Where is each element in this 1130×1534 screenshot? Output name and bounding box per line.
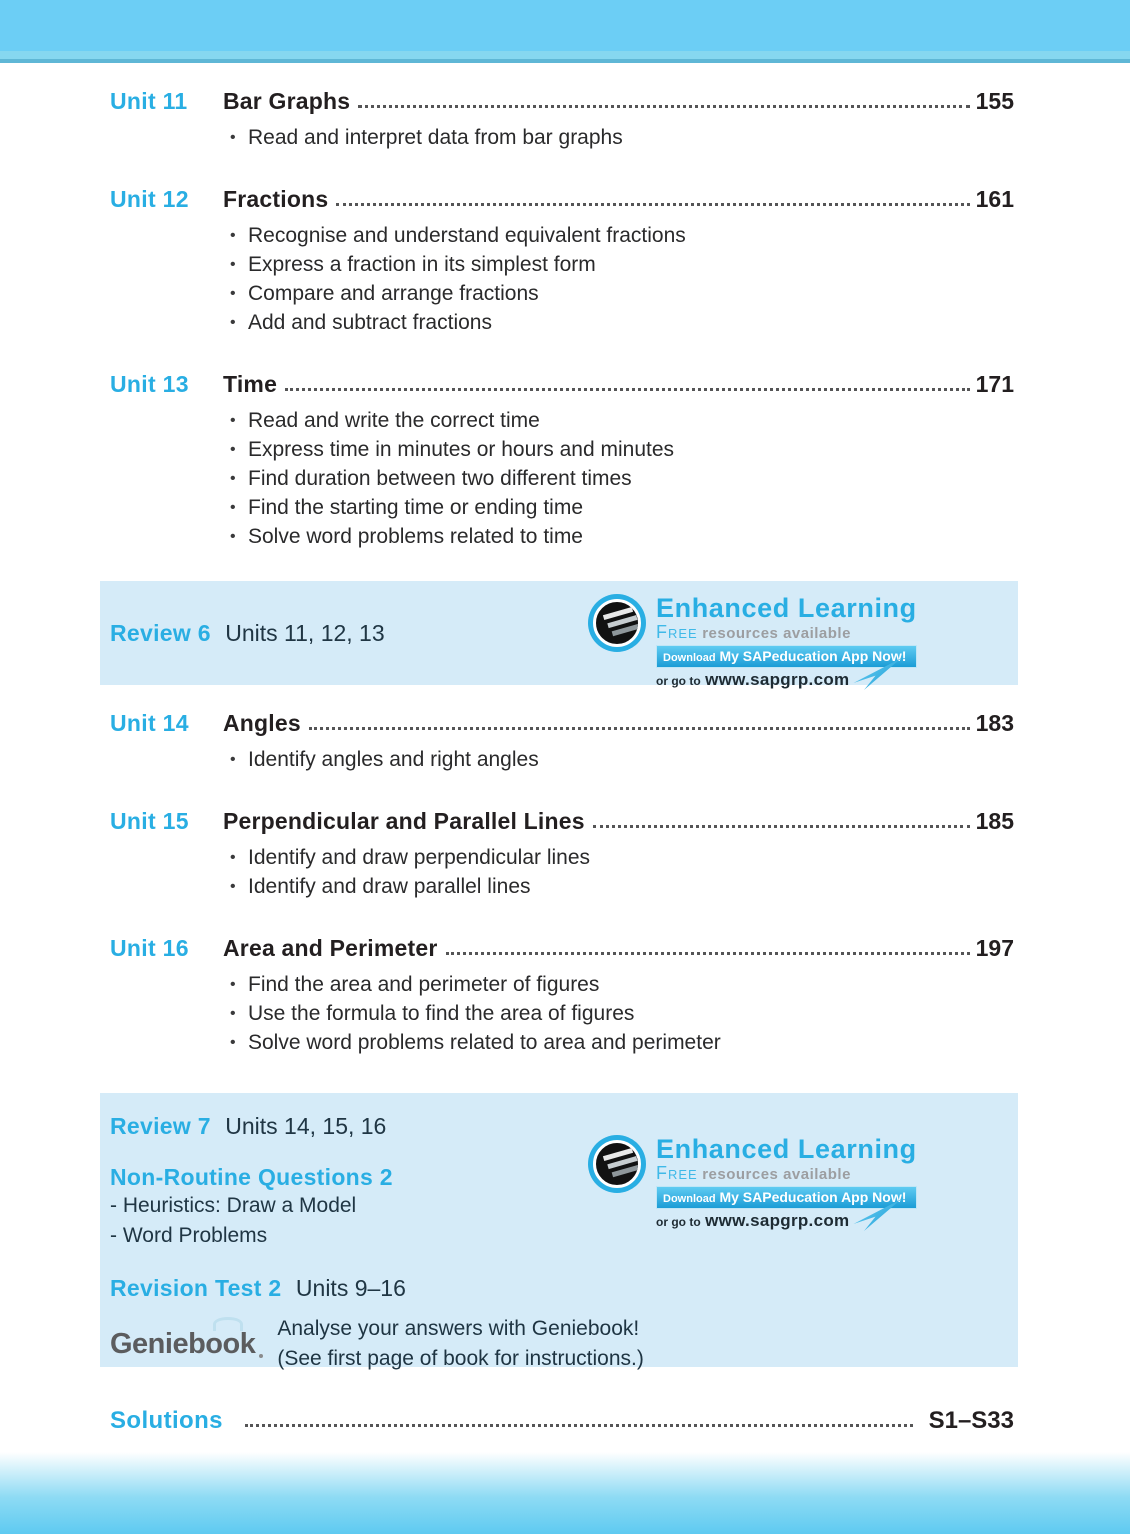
non-routine-item: - Word Problems bbox=[110, 1224, 268, 1247]
toc-entry bbox=[110, 808, 1014, 835]
table-of-contents-2 bbox=[0, 710, 1130, 1057]
solutions-section bbox=[0, 1407, 1130, 1435]
sap-education-badge-icon bbox=[588, 1135, 646, 1193]
objective-item: • Identify and draw perpendicular lines bbox=[230, 843, 1014, 872]
sapgrp-url: www.sapgrp.com bbox=[705, 670, 850, 689]
toc-unit-11 bbox=[110, 88, 1014, 152]
non-routine-item: - Heuristics: Draw a Model bbox=[110, 1194, 357, 1217]
dotted-leader bbox=[446, 952, 970, 955]
geniebook-arc-icon bbox=[213, 1317, 243, 1331]
unit-objectives bbox=[230, 123, 1014, 152]
dotted-leader bbox=[336, 203, 969, 206]
objective-item: • Express time in minutes or hours and minutes bbox=[230, 435, 1014, 464]
unit-title: Angles bbox=[223, 710, 301, 736]
objective-item: • Read and interpret data from bar graphs bbox=[230, 123, 1014, 152]
toc-unit-12 bbox=[110, 186, 1014, 337]
unit-objectives bbox=[230, 406, 1014, 551]
top-bar-band bbox=[0, 51, 1130, 59]
sap-education-badge-icon bbox=[588, 594, 646, 652]
geniebook-row bbox=[110, 1314, 1018, 1374]
registered-mark-icon bbox=[259, 1354, 263, 1358]
top-bar-line bbox=[0, 59, 1130, 63]
dotted-leader bbox=[245, 1424, 913, 1427]
objective-item: • Identify and draw parallel lines bbox=[230, 872, 1014, 901]
free-word: Free bbox=[656, 622, 698, 642]
free-rest: resources available bbox=[702, 1166, 851, 1183]
goto-prefix: or go to bbox=[656, 674, 701, 688]
review-7-label: Review 7 bbox=[110, 1113, 211, 1139]
toc-entry bbox=[110, 935, 1014, 962]
goto-prefix: or go to bbox=[656, 1215, 701, 1229]
top-bar-main bbox=[0, 0, 1130, 51]
free-resources-line bbox=[656, 624, 917, 642]
objective-item: • Find the area and perimeter of figures bbox=[230, 970, 1014, 999]
badge-inner-icon bbox=[593, 599, 641, 647]
page-number: 185 bbox=[975, 808, 1014, 834]
dotted-leader bbox=[309, 727, 970, 730]
toc-unit-14 bbox=[110, 710, 1014, 774]
solutions-label: Solutions bbox=[110, 1407, 223, 1434]
objective-item: • Identify angles and right angles bbox=[230, 745, 1014, 774]
goto-line bbox=[656, 1211, 849, 1231]
unit-objectives bbox=[230, 745, 1014, 774]
review-6-line bbox=[110, 620, 385, 647]
geniebook-tagline-line1: Analyse your answers with Geniebook! bbox=[277, 1317, 640, 1340]
dotted-leader bbox=[285, 388, 970, 391]
page-number: 197 bbox=[975, 935, 1014, 961]
badge-inner-icon bbox=[593, 1140, 641, 1188]
geniebook-tagline-line2: (See first page of book for instructions.) bbox=[277, 1347, 644, 1370]
revision-test-line bbox=[110, 1275, 1018, 1302]
review-7-box bbox=[100, 1093, 1018, 1370]
objective-item: • Recognise and understand equivalent fractions bbox=[230, 221, 1014, 250]
unit-title: Area and Perimeter bbox=[223, 935, 438, 961]
enhanced-learning-title: Enhanced Learning bbox=[656, 593, 917, 623]
toc-entry bbox=[110, 186, 1014, 213]
revision-test-units: Units 9–16 bbox=[295, 1275, 406, 1301]
toc-entry bbox=[110, 710, 1014, 737]
unit-label: Unit 12 bbox=[110, 186, 189, 212]
unit-objectives bbox=[230, 843, 1014, 901]
dotted-leader bbox=[593, 825, 970, 828]
solutions-page-number: S1–S33 bbox=[928, 1407, 1014, 1434]
unit-objectives bbox=[230, 970, 1014, 1057]
unit-title: Bar Graphs bbox=[223, 88, 351, 114]
review-6-box bbox=[100, 581, 1018, 689]
download-app-ribbon bbox=[656, 645, 917, 668]
toc-entry bbox=[110, 88, 1014, 115]
geniebook-tagline bbox=[277, 1314, 644, 1374]
app-name: My SAPeducation App Now! bbox=[719, 1189, 907, 1205]
toc-unit-15 bbox=[110, 808, 1014, 901]
objective-item: • Read and write the correct time bbox=[230, 406, 1014, 435]
page-number: 161 bbox=[975, 186, 1014, 212]
review-6-label: Review 6 bbox=[110, 619, 211, 646]
unit-label: Unit 14 bbox=[110, 710, 189, 736]
top-bar bbox=[0, 0, 1130, 63]
unit-label: Unit 15 bbox=[110, 808, 189, 834]
unit-label: Unit 13 bbox=[110, 371, 189, 397]
toc-unit-16 bbox=[110, 935, 1014, 1057]
unit-title: Perpendicular and Parallel Lines bbox=[223, 808, 585, 834]
enhanced-learning-title: Enhanced Learning bbox=[656, 1134, 917, 1164]
unit-title: Fractions bbox=[223, 186, 329, 212]
goto-line bbox=[656, 670, 849, 690]
unit-label: Unit 16 bbox=[110, 935, 189, 961]
enhanced-learning-body bbox=[656, 1135, 917, 1231]
download-word: Download bbox=[663, 1193, 716, 1205]
objective-item: • Use the formula to find the area of figures bbox=[230, 999, 1014, 1028]
enhanced-learning-badge bbox=[588, 594, 917, 690]
page-number: 155 bbox=[975, 88, 1014, 114]
unit-label: Unit 11 bbox=[110, 88, 188, 114]
objective-item: • Solve word problems related to time bbox=[230, 522, 1014, 551]
download-app-ribbon bbox=[656, 1186, 917, 1209]
free-rest: resources available bbox=[702, 625, 851, 642]
toc-entry bbox=[110, 371, 1014, 398]
page-number: 171 bbox=[975, 371, 1014, 397]
table-of-contents bbox=[0, 88, 1130, 551]
app-name: My SAPeducation App Now! bbox=[719, 648, 907, 664]
objective-item: • Solve word problems related to area and perimeter bbox=[230, 1028, 1014, 1057]
free-resources-line bbox=[656, 1165, 917, 1183]
geniebook-wordmark: Geniebook bbox=[110, 1327, 256, 1360]
non-routine-questions-label: Non-Routine Questions 2 bbox=[110, 1164, 393, 1190]
objective-item: • Express a fraction in its simplest form bbox=[230, 250, 1014, 279]
unit-title: Time bbox=[223, 371, 278, 397]
sapgrp-url: www.sapgrp.com bbox=[705, 1211, 850, 1230]
enhanced-learning-badge bbox=[588, 1135, 917, 1231]
unit-objectives bbox=[230, 221, 1014, 337]
review-6-units: Units 11, 12, 13 bbox=[225, 619, 385, 646]
geniebook-logo bbox=[110, 1328, 255, 1361]
objective-item: • Find duration between two different times bbox=[230, 464, 1014, 493]
solutions-entry bbox=[110, 1407, 1014, 1435]
toc-unit-13 bbox=[110, 371, 1014, 551]
revision-test-label: Revision Test 2 bbox=[110, 1275, 282, 1301]
free-word: Free bbox=[656, 1163, 698, 1183]
enhanced-learning-body bbox=[656, 594, 917, 690]
objective-item: • Compare and arrange fractions bbox=[230, 279, 1014, 308]
objective-item: • Add and subtract fractions bbox=[230, 308, 1014, 337]
dotted-leader bbox=[358, 105, 969, 108]
objective-item: • Find the starting time or ending time bbox=[230, 493, 1014, 522]
bottom-gradient-band bbox=[0, 1452, 1130, 1534]
page-number: 183 bbox=[975, 710, 1014, 736]
download-word: Download bbox=[663, 652, 716, 664]
review-7-units: Units 14, 15, 16 bbox=[225, 1113, 387, 1139]
